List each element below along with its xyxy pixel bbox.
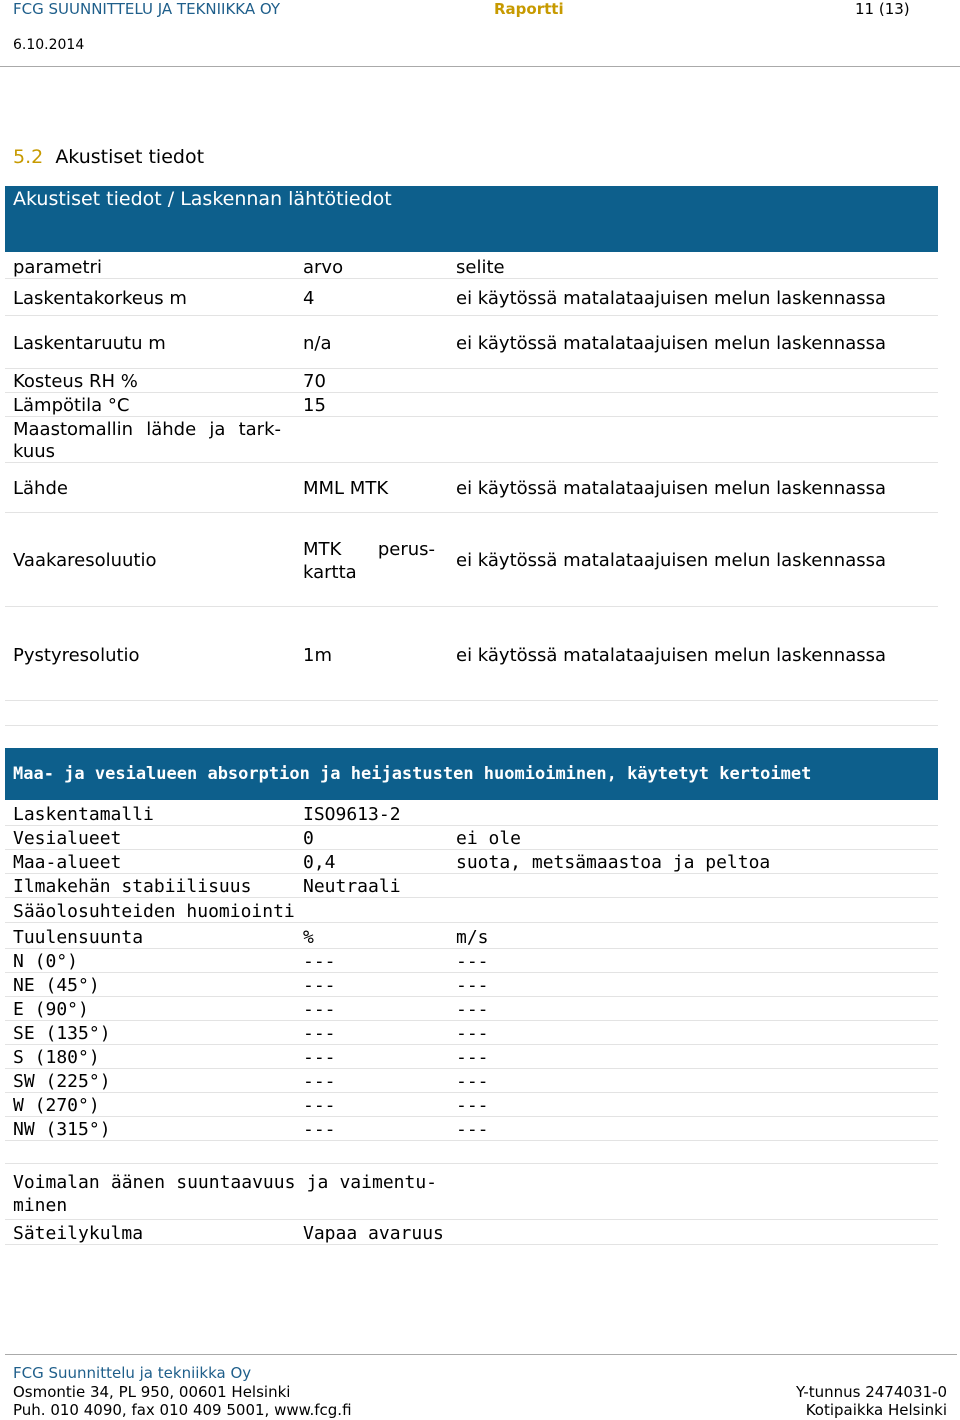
table-cell: ei ole [456,828,522,849]
table-cell: --- [456,1071,489,1092]
row-divider [5,825,938,826]
table-cell: m/s [456,927,489,948]
row-divider [5,392,938,393]
row-divider [5,873,938,874]
header-divider [0,66,960,67]
table-cell: Pystyresolutio [13,645,140,666]
table-cell: --- [456,999,489,1020]
row-divider [5,462,938,463]
row-divider [5,1092,938,1093]
section-title: Akustiset tiedot [55,146,205,168]
row-divider [5,1068,938,1069]
row-divider [5,1020,938,1021]
row-divider [5,972,938,973]
table-cell: --- [303,975,336,996]
table-cell: 70 [303,371,326,392]
header-page-number: 11 (13) [855,0,910,18]
row-divider [5,1044,938,1045]
column-header-arvo: arvo [303,257,344,278]
table-cell: --- [456,1095,489,1116]
row-divider [5,849,938,850]
table-cell: --- [303,999,336,1020]
table-cell: Maa-alueet [13,852,122,873]
table-cell: W (270°) [13,1095,100,1116]
table-cell: Vapaa avaruus [303,1223,444,1244]
table2-title-band [5,748,938,800]
table-cell: Laskentakorkeus m [13,288,187,309]
row-divider [5,315,938,316]
footer-business-id: Y-tunnus 2474031-0 [795,1383,947,1401]
table-cell: 1m [303,645,332,666]
footer-address: Osmontie 34, PL 950, 00601 Helsinki [13,1383,291,1401]
table-cell: NW (315°) [13,1119,111,1140]
table-cell: S (180°) [13,1047,100,1068]
table-cell: E (90°) [13,999,89,1020]
row-divider [5,922,938,923]
table-cell: ei käytössä matalataajuisen melun laskennassa [456,333,887,354]
header-doc-type: Raportti [494,0,564,18]
table-cell: suota, metsämaastoa ja peltoa [456,852,771,873]
table-cell: Laskentamalli [13,804,154,825]
table-cell: MML MTK [303,478,389,499]
table-cell: --- [456,1023,489,1044]
table-cell: Maastomallin lähde ja tark-kuus [13,419,281,462]
table-cell: N (0°) [13,951,79,972]
table-cell: MTK perus-kartta [303,539,435,583]
table-cell: Kosteus RH % [13,371,138,392]
table-cell: % [303,927,314,948]
row-divider [5,948,938,949]
row-divider [5,606,938,607]
row-divider [5,1163,938,1164]
table-cell: --- [456,975,489,996]
row-divider [5,278,938,279]
table-cell: --- [456,1119,489,1140]
row-divider [5,1116,938,1117]
table-cell: --- [303,1119,336,1140]
table-cell: --- [456,951,489,972]
table-cell: Laskentaruutu m [13,333,166,354]
footer-domicile: Kotipaikka Helsinki [805,1401,947,1419]
table-cell: Tuulensuunta [13,927,144,948]
section-heading [13,146,204,168]
column-header-selite: selite [456,257,505,278]
table-cell: NE (45°) [13,975,100,996]
table-cell: 4 [303,288,315,309]
row-divider [5,1140,938,1141]
row-divider [5,416,938,417]
table-cell: --- [456,1047,489,1068]
table1-title-band [5,186,938,252]
section-number: 5.2 [13,146,44,168]
row-divider [5,725,938,726]
footer-divider [5,1354,957,1355]
table-cell: ei käytössä matalataajuisen melun laskennassa [456,550,887,571]
table-cell: --- [303,1023,336,1044]
table-cell: 15 [303,395,326,416]
row-divider [5,996,938,997]
table-cell: --- [303,1095,336,1116]
row-divider [5,1244,938,1245]
table-cell: SE (135°) [13,1023,111,1044]
table-cell: --- [303,1047,336,1068]
table-cell: Sääolosuhteiden huomiointi [13,901,295,922]
footer-company: FCG Suunnittelu ja tekniikka Oy [13,1364,252,1382]
table-cell: ei käytössä matalataajuisen melun laskennassa [456,478,887,499]
table-cell: Voimalan äänen suuntaavuus ja vaimentu-minen [13,1172,437,1216]
header-date: 6.10.2014 [13,37,85,53]
table-cell: ISO9613-2 [303,804,401,825]
row-divider [5,512,938,513]
row-divider [5,700,938,701]
row-divider [5,897,938,898]
table-cell: ei käytössä matalataajuisen melun laskennassa [456,645,887,666]
table-cell: Vaakaresoluutio [13,550,157,571]
table-cell: --- [303,1071,336,1092]
column-header-parametri: parametri [13,257,102,278]
table-cell: Ilmakehän stabiilisuus [13,876,252,897]
table-cell: Neutraali [303,876,401,897]
table-cell: Lähde [13,478,68,499]
row-divider [5,368,938,369]
footer-phone: Puh. 010 4090, fax 010 409 5001, www.fcg.fi [13,1401,352,1419]
table-cell: Vesialueet [13,828,122,849]
table-cell: --- [303,951,336,972]
table-cell: Säteilykulma [13,1223,144,1244]
table-cell: 0 [303,828,314,849]
table-cell: 0,4 [303,852,336,873]
header-company: FCG SUUNNITTELU JA TEKNIIKKA OY [13,0,281,18]
table1-title: Akustiset tiedot / Laskennan lähtötiedot [13,188,392,210]
table-cell: n/a [303,333,332,354]
table2-title: Maa- ja vesialueen absorption ja heijastusten huomioiminen, käytetyt kertoimet [13,764,812,784]
table-cell: ei käytössä matalataajuisen melun laskennassa [456,288,887,309]
row-divider [5,1219,938,1220]
table-cell: Lämpötila °C [13,395,130,416]
table-cell: SW (225°) [13,1071,111,1092]
